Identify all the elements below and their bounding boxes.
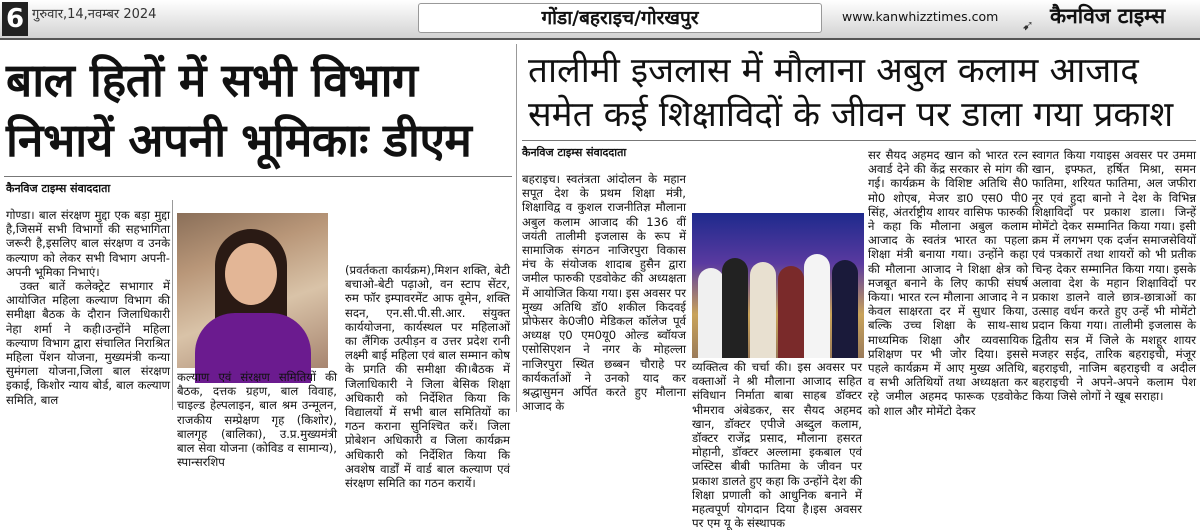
event-group-photo xyxy=(692,213,864,358)
column-divider xyxy=(172,200,173,410)
left-rule xyxy=(4,176,512,177)
left-col2-para: कल्याण एवं संरक्षण समितियों की बैठक, दत्तक ग्रहण, बाल विवाह, चाइल्ड हेल्पलाइन, बाल श्रम उन्मूलन, राजकीय सम्प्रेक्षण गृह (किशोर), बालगृह (बालिका), उ.प्र.मुख्यमंत्री बाल सेवा योजना (कोविड व सामान्य), स्पान्सरशिप xyxy=(177,370,337,470)
right-headline-line1: तालीमी इजलास में मौलाना अबुल कलाम आजाद xyxy=(528,51,1139,91)
left-headline-line2: निभायें अपनी भूमिकाः डीएम xyxy=(6,113,472,167)
website-link[interactable]: www.kanwhizztimes.com xyxy=(842,9,999,24)
right-rule xyxy=(522,140,1196,141)
header-rule xyxy=(0,38,1200,40)
section-title: गोंडा/बहराइच/गोरखपुर xyxy=(418,3,822,33)
right-col2-para: व्यक्तित्व की चर्चा की। इस अवसर पर वक्ताओं ने श्री मौलाना आजाद सहित संविधान निर्माता बाबा साहब डॉक्टर भीमराव अंबेडकर, सर सैयद अहमद खान, डॉक्टर एपीजे अब्दुल कलाम, डॉक्टर राजेंद्र प्रसाद, मौलाना हसरत मोहानी, डॉक्टर अल्लामा इकबाल एवं जस्टिस बीबी फातिमा के जीवन पर प्रकाश डालते हुए कहा कि उन्होंने देश की शिक्षा प्रणाली को आधुनिक बनाने में महत्वपूर्ण योगदान दिया है।इस अवसर पर एम यू के संस्थापक xyxy=(692,360,862,530)
left-column-1 xyxy=(6,208,170,408)
page-number: 6 xyxy=(2,2,28,36)
right-headline-line2: समेत कई शिक्षाविदों के जीवन पर डाला गया प्रकाश xyxy=(528,95,1174,135)
newspaper-brand: कैनविज टाइम्स xyxy=(1050,4,1166,28)
right-column-4 xyxy=(1032,148,1196,412)
right-column-1 xyxy=(522,172,686,412)
right-col3-para: सर सैयद अहमद खान को भारत रत्न अवार्ड देने की केंद्र सरकार से मांग की गई। कार्यक्रम के विशिष्ट अतिथि सै0 मो0 शोएब, मेजर डा0 एस0 पी0 सिंह, अंतर्राष्ट्रीय शायर वासिफ फारुकी ने कहा कि मौलाना अबुल कलाम आजाद के स्वतंत्र भारत का पहला शिक्षा मंत्री बनाया गया। उन्होंने कहा की मौलाना आजाद ने शिक्षा क्षेत्र को मजबूत बनाने के लिए काफी संघर्ष किया। भारत रत्न मौलाना आजाद ने न केवल साक्षरता दर में सुधार किया, बल्कि उच्च शिक्षा के साथ-साथ माध्यमिक शिक्षा और व्यवसायिक प्रशिक्षण पर भी जोर दिया। इससे पहले कार्यक्रम में आए मुख्य अतिथि, व सभी अतिथियों तथा अध्यक्षता कर रहे जमील अहमद फारूक एडवोकेट को शाल और मोमेंटो देकर xyxy=(868,148,1028,418)
left-col1-para1: गोण्डा। बाल संरक्षण मुद्दा एक बड़ा मुद्दा है,जिसमें सभी विभागों की सहभागिता जरूरी है,इसलिए बाल संरक्षण व उनके कल्याण को लेकर सभी विभाग अपनी-अपनी भूमिका निभाएं। xyxy=(6,208,170,279)
left-column-3 xyxy=(345,263,510,491)
left-col1-para2: उक्त बातें कलेक्ट्रेट सभागार में आयोजित महिला कल्याण विभाग की समीक्षा बैठक के दौरान जिलाधिकारी नेहा शर्मा ने कही।उन्होंने महिला कल्याण विभाग द्वारा संचालित निराश्रित महिला पेंशन योजना, मुख्यमंत्री कन्या सुमंगला योजना,जिला बाल संरक्षण इकाई, किशोर न्याय बोर्ड, बाल कल्याण समिति, बाल xyxy=(6,279,170,407)
page-header xyxy=(0,0,1200,38)
right-byline: कैनविज टाइम्स संवाददाता xyxy=(522,146,627,159)
left-column-2 xyxy=(177,370,337,470)
left-byline: कैनविज टाइम्स संवाददाता xyxy=(6,182,111,195)
right-column-3 xyxy=(868,148,1028,418)
left-headline-line1: बाल हितों में सभी विभाग xyxy=(6,53,418,107)
cursor-icon: ➹ xyxy=(1022,18,1034,34)
right-column-2 xyxy=(692,360,862,530)
story-divider xyxy=(516,44,517,412)
right-col1-para: बहराइच। स्वतंत्रता आंदोलन के महान सपूत देश के प्रथम शिक्षा मंत्री, शिक्षाविद्व व कुशल राजनीतिज्ञ मौलाना अबुल कलाम आजाद की 136 वीं जयंती तालीमी इजलास के रूप में सामाजिक संगठन नाजिरपुरा विकास मंच के संयोजक शादाब हुसैन द्वारा जमील फारुकी एडवोकेट की अध्यक्षता में आयोजित किया गया। इस अवसर पर मुख्य अतिथि डॉ0 शकील किदवई प्रोफेसर के0जी0 मेडिकल कॉलेज पूर्व अध्यक्ष ए0 एम0यू0 ओल्ड ब्वॉयज एसोसिएशन ने नगर के मोहल्ला नाजिरपुरा स्थित छब्बन चौराहे पर कार्यकर्ताओं ने उनको याद कर श्रद्धासुमन अर्पित करते हुए मौलाना आजाद के xyxy=(522,172,686,414)
issue-date: गुरुवार,14,नवम्बर 2024 xyxy=(32,7,157,22)
left-col3-para: (प्रवर्तकता कार्यक्रम),मिशन शक्ति, बेटी बचाओ-बेटी पढ़ाओ, वन स्टाप सेंटर, रुम फॉर इम्पावरमेंट आफ वूमेन, शक्ति सदन, एन.सी.पी.सी.आर. संयुक्त कार्ययोजना, कार्यस्थल पर महिलाओं का लैंगिक उत्पीड़न व उत्तर प्रदेश रानी लक्ष्मी बाई महिला एवं बाल सम्मान कोष के प्रगति की समीक्षा की।बैठक में जिलाधिकारी ने जिला बेसिक शिक्षा अधिकारी को निर्देशित किया कि विद्यालयों में सभी बाल समितियों का गठन कराना सुनिश्चित करें। जिला प्रोबेशन अधिकारी व जिला कार्यक्रम अधिकारी को निर्देशित किया कि अवशेष वार्डों में वार्ड बाल कल्याण एवं संरक्षण समिति का गठन करायें। xyxy=(345,263,510,491)
dm-portrait-photo xyxy=(177,213,328,368)
right-col4-para: स्वागत किया गयाइस अवसर पर उममा खान, इफ्फत, हर्षित मिश्रा, समन फातिमा, शरियत फातिमा, अल जफीरा नूर एवं हुदा बानो ने देश के विभिन्न शिक्षाविदों पर प्रकाश डाला। जिन्हें मोमेंटो देकर सम्मानित किया गया। इसी क्रम में लगभग एक दर्जन समाजसेवियों एवं पत्रकारों तथा शायरों को भी प्रतीक चिन्ह देकर सम्मानित किया गया। इसके अलावा देश के महान शिक्षाविदों पर प्रकाश डालने वाले छात्र-छात्राओं का उत्साह वर्धन करते हुए उन्हें भी मोमेंटो प्रदान किया गया। तालीमी इजलास के द्वितीय सत्र में जिले के मशहूर शायर मजहर सईद, तारिक बहराइची, मंजूर बहराइची, नाजिम बहराइची व अदील बहराइची ने अपने-अपने कलाम पेश किया जिसे लोगों ने खूब सराहा। xyxy=(1032,148,1196,404)
